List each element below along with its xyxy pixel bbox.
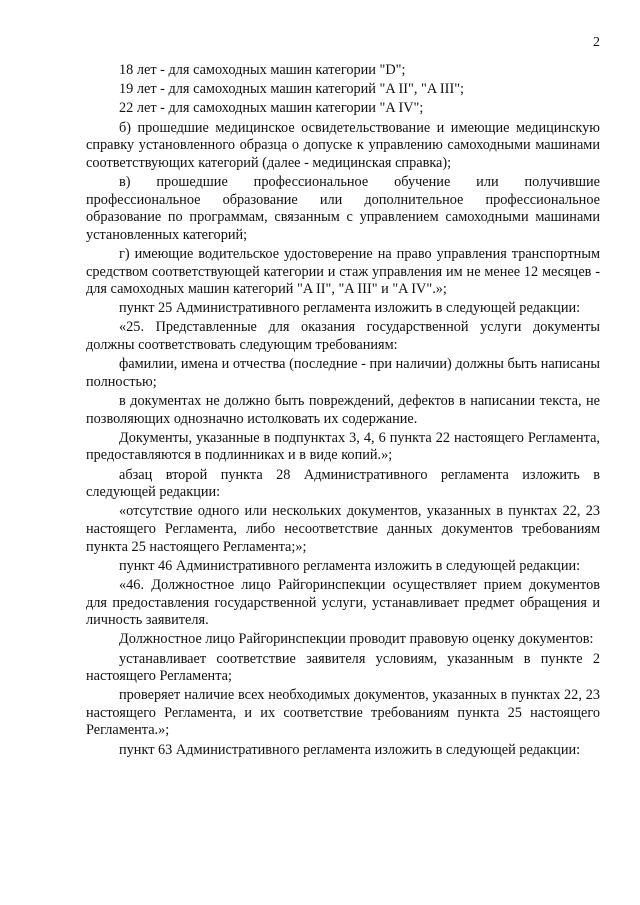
document-body xyxy=(86,62,600,761)
paragraph-age-18: 18 лет - для самоходных машин категории "D"; xyxy=(119,62,406,78)
paragraph-item46-intro: пункт 46 Административного регламента изложить в следующей редакции: xyxy=(119,557,581,574)
paragraph-originals: Документы, указанные в подпунктах 3, 4, 6 пункта 22 настоящего Регламента, предоставляются в подлинниках и в виде копий.»; xyxy=(86,429,600,464)
paragraph-defects: в документах не должно быть повреждений, дефектов в написании текста, не позволяющих однозначно истолковать их содержание. xyxy=(86,393,600,427)
paragraph-training: в) прошедшие профессиональное обучение или получившие профессиональное образование или дополнительное профессиональное образование по программам, связанным с управлением самоходными машинами установленных категорий; xyxy=(86,173,600,243)
paragraph-item28: «отсутствие одного или нескольких документов, указанных в пунктах 22, 23 настоящего Регламента, либо несоответствие данных документов требованиям пункта 25 настоящего Регламента;»; xyxy=(86,503,600,555)
paragraph-age-22: 22 лет - для самоходных машин категории "A IV"; xyxy=(119,100,424,117)
paragraph-legal-check: Должностное лицо Райгоринспекции проводит правовую оценку документов: xyxy=(119,631,594,648)
paragraph-item28-intro: абзац второй пункта 28 Административного регламента изложить в следующей редакции: xyxy=(86,466,600,501)
paragraph-license: г) имеющие водительское удостоверение на право управления транспортным средством соответствующей категории и стаж управления им не менее 12 месяцев - для самоходных машин категорий "A II", "A III" и "A IV".»; xyxy=(86,245,600,298)
paragraph-medical: б) прошедшие медицинское освидетельствование и имеющие медицинскую справку установленного образца о допуске к управлению самоходными машинами соответствующих категорий (далее - медицинская справка); xyxy=(86,119,600,171)
paragraph-conformity: устанавливает соответствие заявителя условиям, указанным в пункте 2 настоящего Регламента; xyxy=(86,650,600,685)
paragraph-item46: «46. Должностное лицо Райгоринспекции осуществляет прием документов для предоставления государственной услуги, устанавливает предмет обращения и личность заявителя. xyxy=(86,576,600,629)
paragraph-item63-intro: пункт 63 Административного регламента изложить в следующей редакции: xyxy=(119,741,581,758)
paragraph-names: фамилии, имена и отчества (последние - при наличии) должны быть написаны полностью; xyxy=(86,356,600,390)
paragraph-age-19: 19 лет - для самоходных машин категорий "A II", "A III"; xyxy=(119,81,465,98)
page-number: 2 xyxy=(593,35,600,50)
paragraph-item25-intro: пункт 25 Административного регламента изложить в следующей редакции: xyxy=(119,300,581,317)
paragraph-documents-check: проверяет наличие всех необходимых документов, указанных в пунктах 22, 23 настоящего Регламента, и их соответствие требованиям пункта 25 настоящего Регламента.»; xyxy=(86,687,600,739)
paragraph-item25: «25. Представленные для оказания государственной услуги документы должны соответствовать следующим требованиям: xyxy=(86,319,600,354)
